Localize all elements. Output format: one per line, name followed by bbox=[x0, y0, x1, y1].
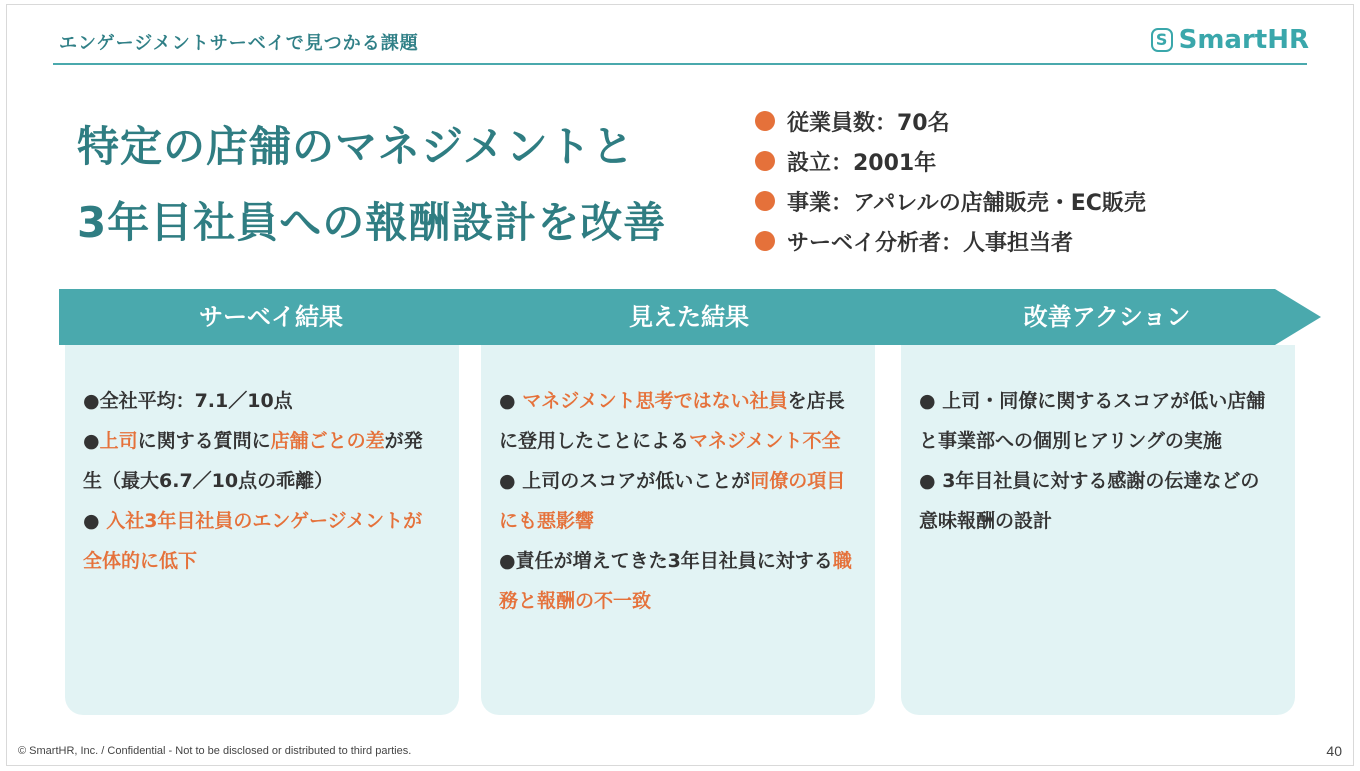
card-paragraph bbox=[499, 541, 857, 621]
fact-item bbox=[755, 181, 1146, 221]
fact-text: 事業：アパレルの店舗販売・EC販売 bbox=[787, 190, 1146, 216]
improvement-actions-card bbox=[901, 345, 1295, 715]
card-paragraph bbox=[83, 421, 441, 501]
smarthr-logo-icon: S bbox=[1151, 28, 1173, 52]
fact-text: 設立：2001年 bbox=[787, 150, 937, 176]
card-paragraph bbox=[499, 381, 857, 461]
observed-results-card bbox=[481, 345, 875, 715]
card-paragraph: ●全社平均：7.1／10点 bbox=[83, 390, 293, 412]
highlight-text: マネジメント不全 bbox=[689, 430, 841, 452]
header-divider bbox=[53, 63, 1307, 65]
bullet-dot-icon bbox=[755, 111, 775, 131]
smarthr-logo bbox=[1151, 25, 1309, 55]
highlight-text: 同僚の項目にも悪影響 bbox=[499, 470, 846, 532]
section-title: エンゲージメントサーベイで見つかる課題 bbox=[59, 33, 419, 54]
company-facts bbox=[755, 101, 1146, 261]
text-run: に関する質問に bbox=[137, 430, 271, 452]
highlight-text: 入社3年目社員のエンゲージメントが全体的に低下 bbox=[83, 510, 423, 572]
bullet-dot-icon bbox=[755, 231, 775, 251]
text-run: ● bbox=[83, 430, 100, 452]
flow-step-survey-results: サーベイ結果 bbox=[199, 303, 343, 331]
text-run: が発生（最大6.7／10点の乖離） bbox=[83, 430, 423, 492]
fact-text: 従業員数：70名 bbox=[787, 110, 950, 136]
fact-item bbox=[755, 101, 1146, 141]
main-title bbox=[77, 109, 666, 261]
highlight-text: マネジメント思考ではない社員 bbox=[522, 390, 788, 412]
card-paragraph bbox=[83, 501, 441, 581]
text-run: ●責任が増えてきた3年目社員に対する bbox=[499, 550, 833, 572]
logo-text: SmartHR bbox=[1178, 25, 1309, 55]
text-run: ● bbox=[499, 390, 523, 412]
flow-step-observed-results: 見えた結果 bbox=[629, 303, 749, 331]
card-paragraph bbox=[499, 461, 857, 541]
text-run: ● 上司のスコアが低いことが bbox=[499, 470, 751, 492]
highlight-text: 上司 bbox=[99, 430, 138, 452]
card-paragraph: ● 3年目社員に対する感謝の伝達などの意味報酬の設計 bbox=[919, 470, 1260, 532]
survey-results-card bbox=[65, 345, 459, 715]
highlight-text: 店舗ごとの差 bbox=[270, 430, 385, 452]
footer-copyright: © SmartHR, Inc. / Confidential - Not to be disclosed or distributed to third parties. bbox=[18, 745, 412, 757]
text-run: を店長に登用したことによる bbox=[499, 390, 845, 452]
main-title-line-1: 特定の店舗のマネジメントと bbox=[77, 122, 635, 171]
process-flow-arrow bbox=[59, 289, 1321, 345]
slide bbox=[6, 4, 1354, 766]
fact-item bbox=[755, 141, 1146, 181]
bullet-dot-icon bbox=[755, 191, 775, 211]
fact-item bbox=[755, 221, 1146, 261]
text-run: ● bbox=[83, 510, 107, 532]
fact-text: サーベイ分析者：人事担当者 bbox=[787, 230, 1074, 256]
flow-step-improvement-actions: 改善アクション bbox=[1023, 303, 1191, 331]
highlight-text: 職務と報酬の不一致 bbox=[499, 550, 852, 612]
bullet-dot-icon bbox=[755, 151, 775, 171]
page-number: 40 bbox=[1326, 743, 1342, 759]
main-title-line-2: 3年目社員への報酬設計を改善 bbox=[77, 198, 667, 247]
card-paragraph: ● 上司・同僚に関するスコアが低い店舗と事業部への個別ヒアリングの実施 bbox=[919, 390, 1266, 452]
